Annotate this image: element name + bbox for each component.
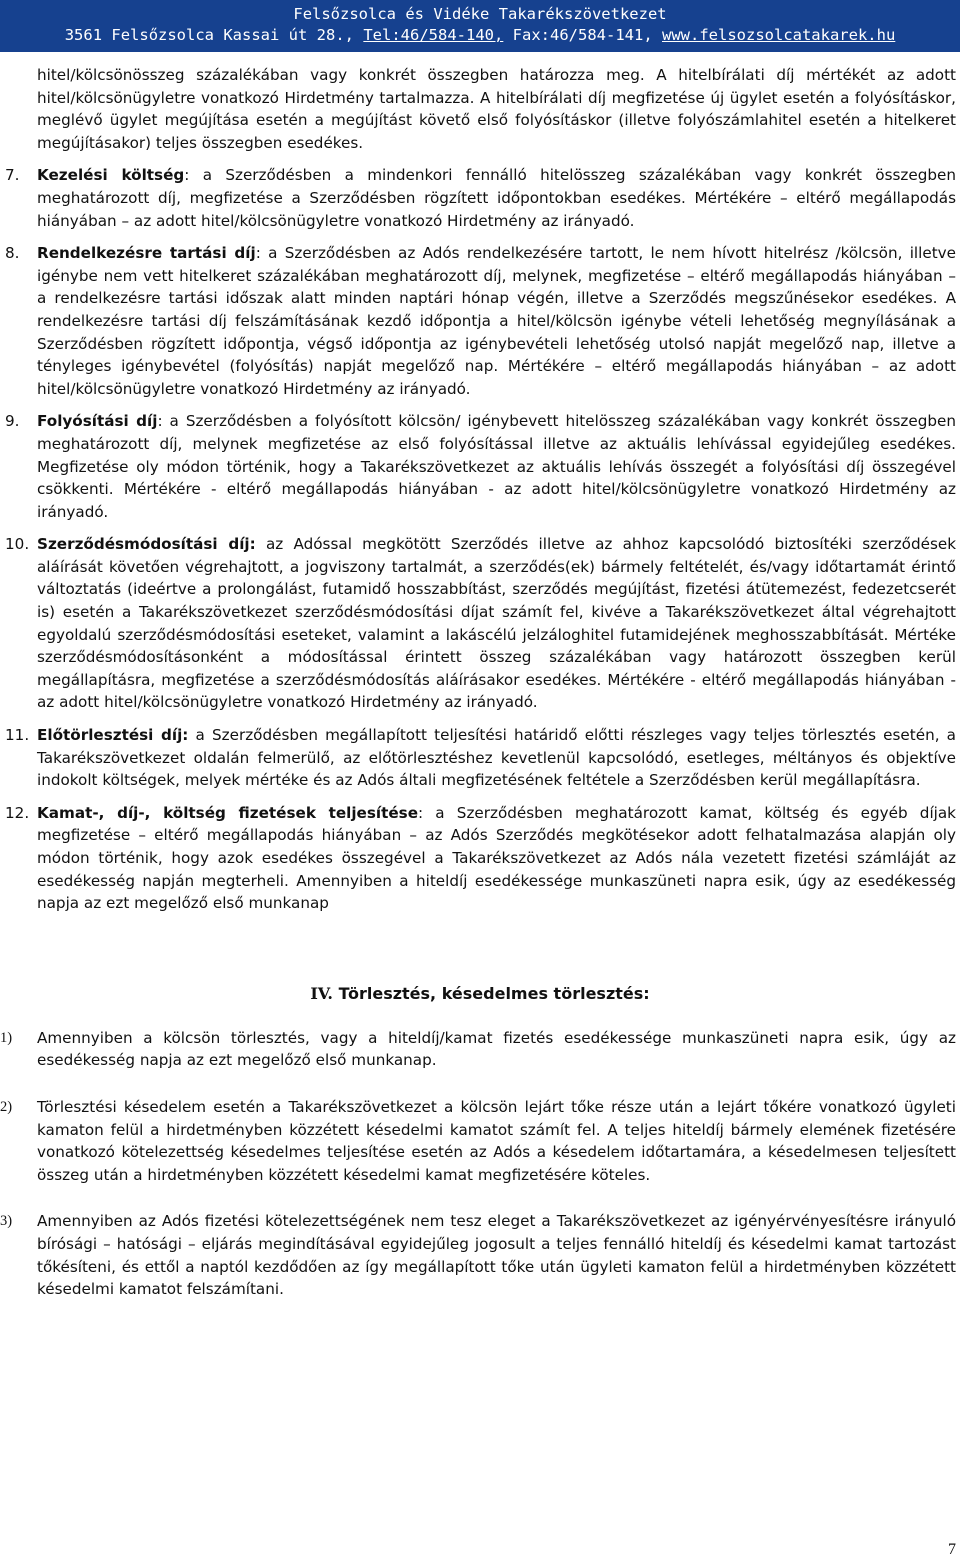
section-title: Törlesztés, késedelmes törlesztés: [338,983,650,1003]
bank-website-link[interactable]: www.felsozsolcatakarek.hu [662,26,896,44]
item-number: 10. [5,535,30,554]
contact-line [0,25,960,46]
bank-fax: Fax:46/584-141, [512,26,653,44]
item-text: a Szerződésben megállapított teljesítési határidő előtti részleges vagy teljes törlesztés esetén, a Takarékszövetkezet oldalán felmerülő, az előtörlesztéshez kevetlenül kapcsolódó, esetleges, méltányos és objektíve indokolt költségek, melyek mértéke és az Adós általi megfizetésének feltétele a Szerződésben kerül megállapításra. [37,726,956,790]
item-number: 7. [5,166,20,185]
item-title: Kamat-, díj-, költség fizetések teljesítése [37,803,418,822]
page-header [0,0,960,52]
fee-item-7 [0,164,960,232]
rule-text: Amennyiben az Adós fizetési kötelezettségének nem tesz eleget a Takarékszövetkezet az igényérvényesítésre irányuló bírósági – hatósági – eljárás megindításával egyidejűleg jogosult a teljes fennálló hiteldíj és késedelmi kamat tartozást tőkésíteni, és ettől a naptól kezdődően az így megállapított tőke után ügyleti kamaton felül a hirdetményben közzétett késedelmi kamatot felszámítani. [37,1212,956,1299]
bank-name: Felsőzsolca és Vidéke Takarékszövetkezet [293,5,667,23]
item-title: Előtörlesztési díj: [37,726,189,745]
item-paragraph [0,410,960,523]
item-text: az Adóssal megkötött Szerződés illetve az ahhoz kapcsolódó biztosítéki szerződések aláírását követően végrehajtott, a jogviszony tartalmát, a szerződés(ek) bármely feltételét, és/vagy időtartamát érintő változtatás (ideértve a prolongálást, futamidő hosszabbítást, szerződés megújítást, fizetési átütemezést, fedezetcserét is) esetén a Takarékszövetkezet szerződésmódosítási díjat számít fel, kivéve a Takarékszövetkezet által végrehajtott egyoldalú szerződésmódosítási eseteket, valamint a lakáscélú jelzáloghitel futamidejének meghosszabbítását. Mértéke szerződésmódosításonként a módosítással érintett összeg százalékában vagy határozott összegben kerül megállapításra, megfizetése a szerződésmódosítás aláírásakor esedékes. Mértékére - eltérő megállapodás hiányában - az adott hitel/kölcsönügyletre vonatkozó Hirdetmény az irányadó. [37,535,957,712]
rule-text: Amennyiben a kölcsön törlesztés, vagy a hiteldíj/kamat fizetés esedékessége munkaszüneti napra esik, úgy az esedékesség napja az ezt megelőző első munkanap. [37,1028,956,1070]
item-text: : a Szerződésben a mindenkori fennálló hitelösszeg százalékában vagy konkrét összegben meghatározott díj, megfizetése a Szerződésben rögzített időpontokban esedékes. Mértékére – eltérő megállapodás hiányában – az adott hitel/kölcsönügyletre vonatkozó Hirdetmény az irányadó. [37,166,956,230]
item-title: Folyósítási díj [37,412,158,431]
rule-item-1 [0,1027,960,1072]
item-text: : a Szerződésben meghatározott kamat, költség és egyéb díjak megfizetése – eltérő megállapodás hiányában – az Adós Szerződés megkötésekor adott felhatalmazása alapján oly módon történik, hogy azok esedékes összegével a Takarékszövetkezet az Adós nála vezetett fizetési számláját az esedékesség napján megterheli. Amennyiben a hiteldíj esedékessége munkaszüneti napra esik, úgy az esedékesség napja az ezt megelőző első munkanap [37,803,956,913]
document-body [0,64,960,1325]
fee-item-8 [0,242,960,400]
page-number: 7 [948,1541,956,1558]
intro-paragraph: hitel/kölcsönösszeg százalékában vagy konkrét összegben határozza meg. A hitelbírálati díj mértékét az adott hitel/kölcsönügyletre vonatkozó Hirdetmény tartalmazza. A hitelbírálati díj megfizetése új ügylet esetén a folyósításkor, meglévő ügylet megújítása esetén a megújítást követő első folyósításkor (illetve folyószámlahitel esetén a hitelkeret megújításakor) teljes összegben esedékes. [37,66,956,152]
item-paragraph [0,802,960,915]
bank-address: 3561 Felsőzsolca Kassai út 28., [64,26,354,44]
rule-item-3 [0,1210,960,1300]
item-number: 9. [5,412,20,431]
item-paragraph [0,533,960,714]
rule-number: 1) [0,1029,13,1046]
item-number: 12. [5,803,30,822]
rule-number: 2) [0,1098,13,1115]
section-heading [0,983,960,1005]
item-text: : a Szerződésben az Adós rendelkezésére tartott, le nem hívott hitelrész /kölcsön, illetve igénybe nem vett hitelkeret százalékában meghatározott díj, melynek, megfizetése – eltérő megállapodás hiányában – a rendelkezésre tartási időszak alatt minden naptári hónap végén, illetve a Szerződés megszűnésekor esedékes. A rendelkezésre tartási díj felszámításának kezdő időpontja a hitel/kölcsön igénybe vételi lehetőség megnyílásának a Szerződésben rögzített időpontja, végső időpontja az igénybevételi lehetőség utolsó napját megelőző nap, illetve a tényleges igénybevétel (folyósítás) napját megelőző nap. Mértékére – eltérő megállapodás hiányában – az adott hitel/kölcsönügyletre vonatkozó Hirdetmény az irányadó. [37,244,956,398]
bank-phone: Tel:46/584-140, [363,26,504,44]
item-paragraph [0,242,960,400]
item-text: : a Szerződésben a folyósított kölcsön/ igénybevett hitelösszeg százalékában vagy konkrét összegben meghatározott díj, melynek megfizetése az első folyósítással illetve az aktuális lehívással egyidejűleg esedékes. Megfizetése oly módon történik, hogy a Takarékszövetkezet az aktuális lehívás összegét a folyósítási díj összegével csökkenti. Mértékére - eltérő megállapodás hiányában - az adott hitel/kölcsönügyletre vonatkozó Hirdetmény az irányadó. [37,412,956,521]
fee-item-10 [0,533,960,714]
item-paragraph [0,724,960,792]
fee-item-9 [0,410,960,523]
item-number: 11. [5,726,30,745]
fee-item-12 [0,802,960,915]
item-paragraph [0,164,960,232]
rule-number: 3) [0,1213,13,1230]
fee-item-11 [0,724,960,792]
item-number: 8. [5,244,20,263]
item-title: Szerződésmódosítási díj: [37,535,256,554]
section-roman-numeral: IV. [310,983,333,1003]
rule-item-2 [0,1096,960,1186]
item-title: Kezelési költség [37,166,185,185]
rule-text: Törlesztési késedelem esetén a Takarékszövetkezet a kölcsön lejárt tőke része után a lejárt tőkére vonatkozó ügyleti kamaton felül a hirdetményben közzétett késedelmi kamatot számít fel. A teljes hiteldíj bármely elemének fizetésére vonatkozó kötelezettség késedelmes teljesítése esetén az Adós a késedelem időtartamára, a késedelmesen teljesített összeg után a hirdetményben közzétett késedelmi kamat megfizetésére köteles. [37,1097,956,1184]
item-title: Rendelkezésre tartási díj [37,244,256,263]
